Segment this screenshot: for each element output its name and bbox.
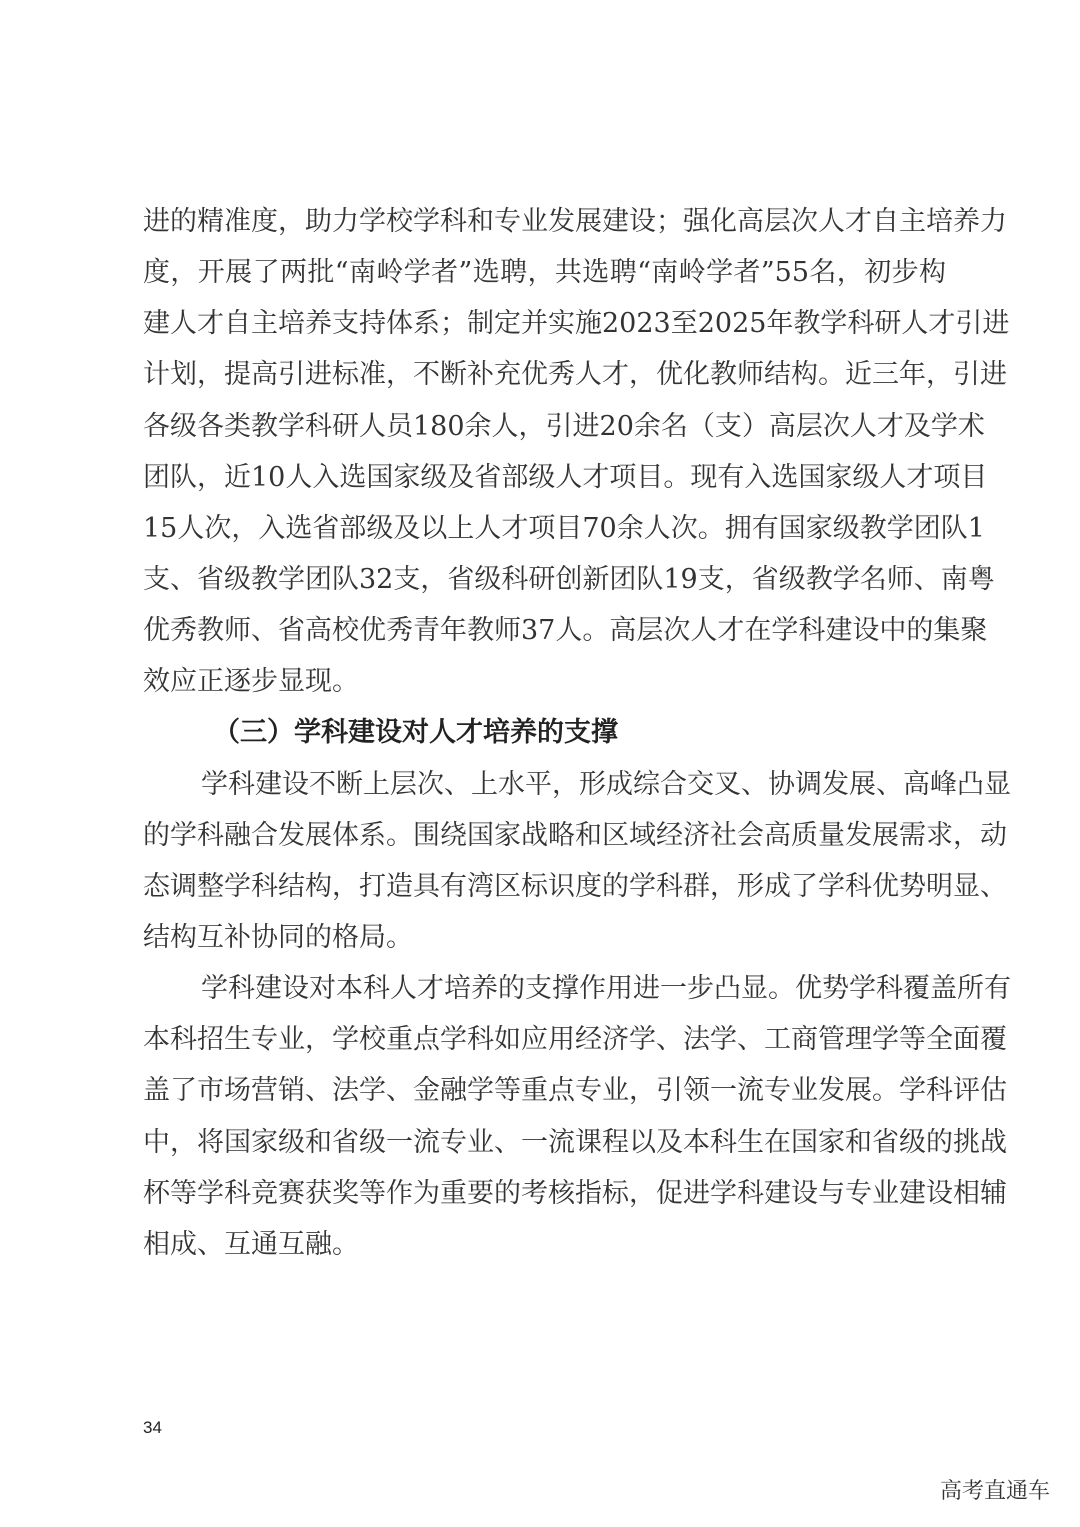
text-line: 学科建设对本科人才培养的支撑作用进一步凸显。优势学科覆盖所有 — [201, 973, 1011, 1005]
text-line: 杯等学科竞赛获奖等作为重要的考核指标，促进学科建设与专业建设相辅 — [143, 1177, 1007, 1209]
watermark: 高考直通车 — [940, 1479, 1051, 1504]
text-line: 盖了市场营销、法学、金融学等重点专业，引领一流专业发展。学科评估 — [143, 1075, 1007, 1107]
paragraph-talent — [143, 196, 1010, 707]
text-line: 团队，近10人入选国家级及省部级人才项目。现有入选国家级人才项目 — [143, 461, 988, 493]
text-line: 优秀教师、省高校优秀青年教师37人。高层次人才在学科建设中的集聚 — [143, 615, 988, 647]
text-line: 学科建设不断上层次、上水平，形成综合交叉、协调发展、高峰凸显 — [201, 768, 1011, 800]
section-heading: （三）学科建设对人才培养的支撑 — [213, 717, 618, 749]
text-line: 的学科融合发展体系。围绕国家战略和区域经济社会高质量发展需求，动 — [143, 819, 1007, 851]
text-line: 本科招生专业，学校重点学科如应用经济学、法学、工商管理学等全面覆 — [143, 1024, 1007, 1056]
text-line: 度，开展了两批“南岭学者”选聘，共选聘“南岭学者”55名，初步构 — [143, 257, 946, 289]
text-line: 态调整学科结构，打造具有湾区标识度的学科群，形成了学科优势明显、 — [143, 870, 1007, 902]
paragraph-discipline-system — [143, 759, 1011, 964]
text-line: 中，将国家级和省级一流专业、一流课程以及本科生在国家和省级的挑战 — [143, 1126, 1007, 1158]
page-number: 34 — [143, 1418, 162, 1437]
text-line: 建人才自主培养支持体系；制定并实施2023至2025年教学科研人才引进 — [143, 308, 1010, 340]
text-line: 15人次，入选省部级及以上人才项目70余人次。拥有国家级教学团队1 — [143, 512, 985, 544]
paragraph-undergraduate-support — [143, 963, 1011, 1270]
text-line: 各级各类教学科研人员180余人，引进20余名（支）高层次人才及学术 — [143, 410, 985, 442]
document-body — [143, 196, 1011, 1270]
text-line: 结构互补协同的格局。 — [143, 921, 413, 953]
text-line: 支、省级教学团队32支，省级科研创新团队19支，省级教学名师、南粤 — [143, 563, 995, 595]
text-line: 相成、互通互融。 — [143, 1228, 359, 1260]
text-line: 效应正逐步显现。 — [143, 666, 359, 698]
text-line: 进的精准度，助力学校学科和专业发展建设；强化高层次人才自主培养力 — [143, 206, 1007, 237]
text-line: 计划，提高引进标准，不断补充优秀人才，优化教师结构。近三年，引进 — [143, 359, 1007, 391]
